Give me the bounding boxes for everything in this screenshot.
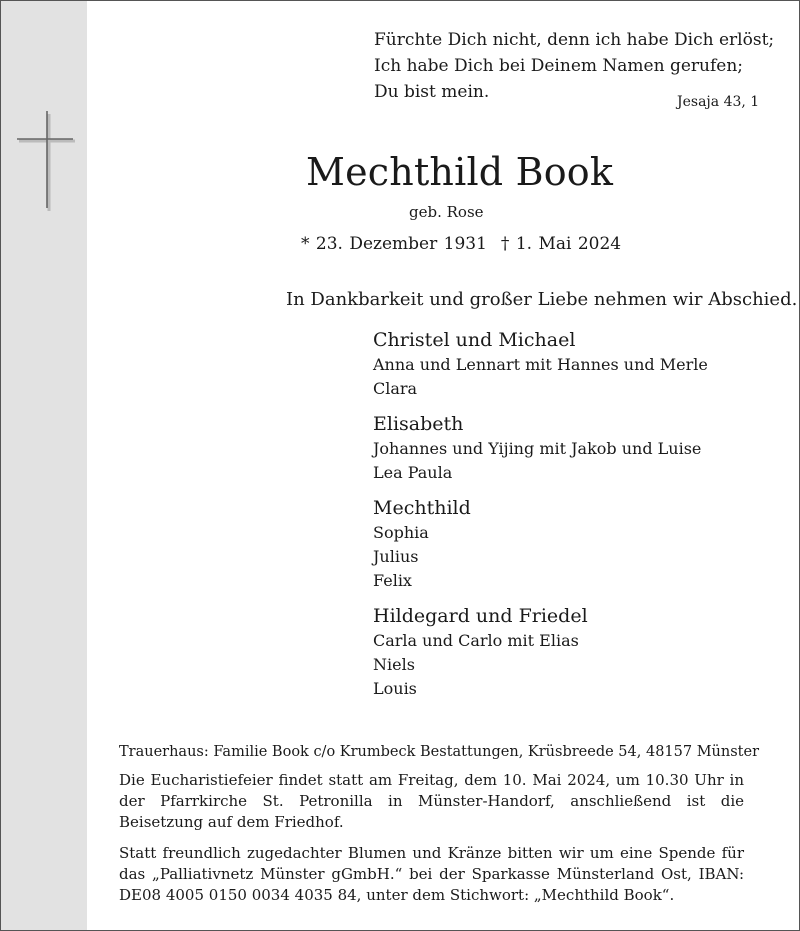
family-member: Sophia (373, 523, 429, 542)
family-group-head: Mechthild (373, 497, 471, 519)
family-member: Clara (373, 379, 418, 398)
family-group (373, 495, 708, 593)
cross-icon (17, 111, 77, 215)
birth-date: * 23. Dezember 1931 (301, 234, 487, 254)
family-group (373, 411, 708, 485)
donation-info: Statt freundlich zugedachter Blumen und Kränze bitten wir um eine Spende für das „Palliativnetz Münster gGmbH.“ bei der Sparkasse Münsterland Ost, IBAN: DE08 4005 0150 0034 4035 84, unter dem Stichwort: „Mechthild Book“. (119, 844, 744, 904)
family-group-head: Hildegard und Friedel (373, 605, 588, 627)
verse-line: Du bist mein. (374, 82, 490, 102)
family-list (373, 327, 708, 711)
family-group-head: Christel und Michael (373, 329, 576, 351)
family-member: Carla und Carlo mit Elias (373, 631, 579, 650)
verse-line: Fürchte Dich nicht, denn ich habe Dich erlöst; (374, 30, 775, 50)
mourning-house: Trauerhaus: Familie Book c/o Krumbeck Bestattungen, Krüsbreede 54, 48157 Münster (119, 744, 760, 760)
family-member: Niels (373, 655, 415, 674)
deceased-name: Mechthild Book (306, 150, 614, 194)
farewell-line: In Dankbarkeit und großer Liebe nehmen wir Abschied. (286, 289, 798, 310)
family-member: Louis (373, 679, 417, 698)
death-date: † 1. Mai 2024 (500, 234, 622, 254)
family-group-head: Elisabeth (373, 413, 464, 435)
life-dates (301, 234, 621, 254)
family-group (373, 327, 708, 401)
verse-reference: Jesaja 43, 1 (677, 94, 760, 110)
family-member: Julius (373, 547, 419, 566)
family-member: Johannes und Yijing mit Jakob und Luise (373, 439, 702, 458)
birth-name: geb. Rose (409, 203, 484, 221)
service-info: Die Eucharistiefeier findet statt am Freitag, dem 10. Mai 2024, um 10.30 Uhr in der Pfarrkirche St. Petronilla in Münster-Handorf, anschließend ist die Beisetzung auf dem Friedhof. (119, 771, 744, 831)
family-member: Felix (373, 571, 412, 590)
family-group (373, 603, 708, 701)
left-decorative-band (1, 1, 87, 930)
family-member: Lea Paula (373, 463, 453, 482)
family-member: Anna und Lennart mit Hannes und Merle (373, 355, 708, 374)
verse-line: Ich habe Dich bei Deinem Namen gerufen; (374, 56, 743, 76)
